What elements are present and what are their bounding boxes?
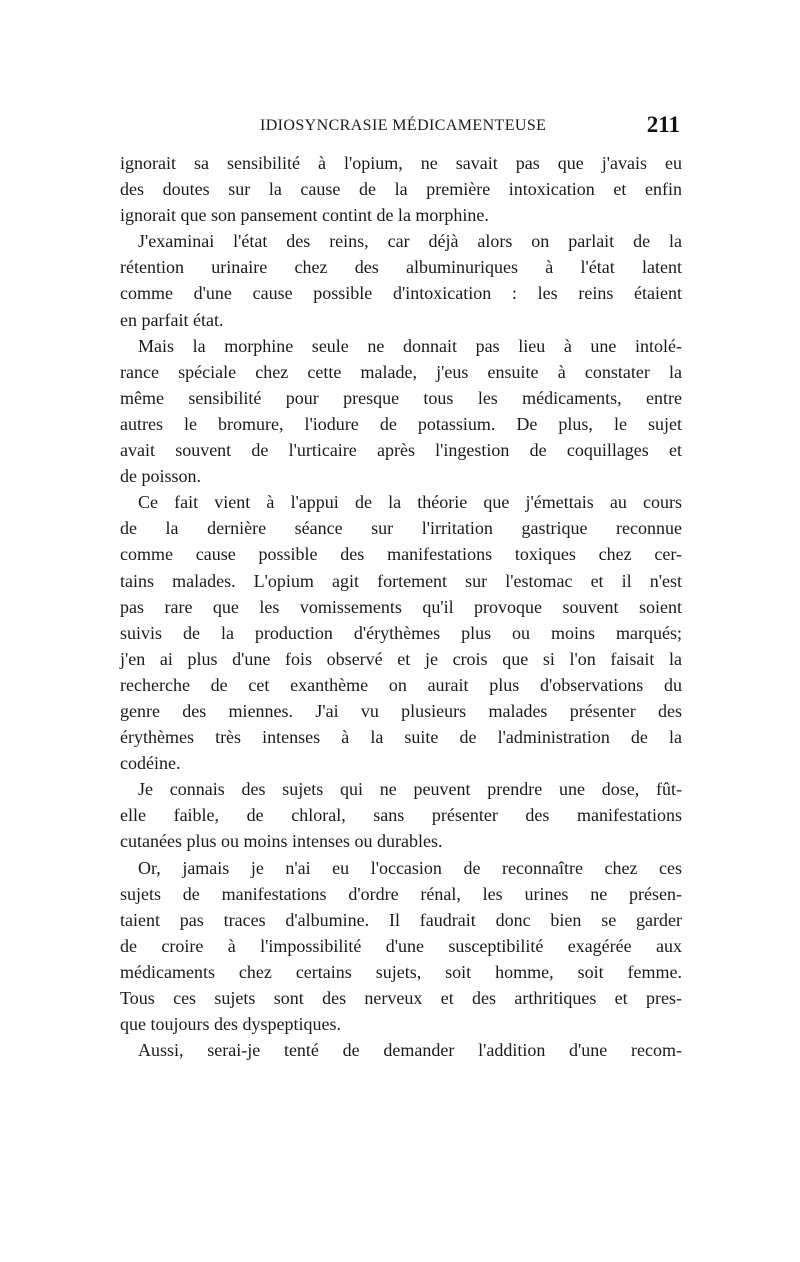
- paragraph: [120, 1037, 682, 1063]
- paragraph: [120, 150, 682, 228]
- text-line: Ce fait vient à l'appui de la théorie que j'émettais au cours: [138, 492, 682, 513]
- text-line: en parfait état.: [120, 309, 224, 330]
- text-line: codéine.: [120, 753, 181, 774]
- running-title: IDIOSYNCRASIE MÉDICAMENTEUSE: [260, 117, 547, 134]
- text-line: avait souvent de l'urticaire après l'ingestion de coquillages et: [120, 440, 682, 461]
- text-line: ignorait que son pansement contint de la morphine.: [120, 205, 489, 226]
- page-number: 211: [646, 112, 680, 137]
- text-line: Mais la morphine seule ne donnait pas lieu à une intolé-: [138, 335, 682, 356]
- text-line: genre des miennes. J'ai vu plusieurs malades présenter des: [120, 700, 682, 721]
- text-line: Aussi, serai-je tenté de demander l'addition d'une recom-: [138, 1040, 682, 1061]
- text-line: sujets de manifestations d'ordre rénal, les urines ne présen-: [120, 883, 682, 904]
- text-line: de croire à l'impossibilité d'une susceptibilité exagérée aux: [120, 935, 682, 956]
- body-text: [120, 150, 682, 1063]
- text-line: comme d'une cause possible d'intoxication : les reins étaient: [120, 283, 682, 304]
- text-line: suivis de la production d'érythèmes plus ou moins marqués;: [120, 622, 682, 643]
- text-line: érythèmes très intenses à la suite de l'administration de la: [120, 727, 682, 748]
- paragraph: [120, 333, 682, 490]
- text-line: tains malades. L'opium agit fortement sur l'estomac et il n'est: [120, 570, 682, 591]
- text-line: J'examinai l'état des reins, car déjà alors on parlait de la: [138, 231, 682, 252]
- text-line: rétention urinaire chez des albuminuriques à l'état latent: [120, 257, 682, 278]
- text-line: elle faible, de chloral, sans présenter des manifestations: [120, 805, 682, 826]
- text-line: rance spéciale chez cette malade, j'eus ensuite à constater la: [120, 361, 682, 382]
- text-line: comme cause possible des manifestations toxiques chez cer-: [120, 544, 682, 565]
- text-line: médicaments chez certains sujets, soit homme, soit femme.: [120, 961, 682, 982]
- running-head: [120, 112, 680, 142]
- text-line: recherche de cet exanthème on aurait plus d'observations du: [120, 674, 682, 695]
- text-line: ignorait sa sensibilité à l'opium, ne savait pas que j'avais eu: [120, 153, 682, 173]
- text-line: Or, jamais je n'ai eu l'occasion de reconnaître chez ces: [138, 857, 682, 878]
- text-line: que toujours des dyspeptiques.: [120, 1014, 341, 1035]
- paragraph: [120, 855, 682, 1038]
- paragraph: [120, 776, 682, 854]
- text-line: taient pas traces d'albumine. Il faudrait donc bien se garder: [120, 909, 682, 930]
- text-line: cutanées plus ou moins intenses ou durables.: [120, 831, 443, 852]
- text-line: de poisson.: [120, 466, 201, 487]
- text-line: j'en ai plus d'une fois observé et je crois que si l'on faisait la: [120, 648, 682, 669]
- text-line: pas rare que les vomissements qu'il provoque souvent soient: [120, 596, 682, 617]
- text-line: Tous ces sujets sont des nerveux et des arthritiques et pres-: [120, 988, 682, 1008]
- paragraph: [120, 228, 682, 332]
- text-line: Je connais des sujets qui ne peuvent prendre une dose, fût-: [138, 779, 682, 800]
- text-line: même sensibilité pour presque tous les médicaments, entre: [120, 387, 682, 408]
- text-line: des doutes sur la cause de la première intoxication et enfin: [120, 179, 682, 200]
- paragraph: [120, 489, 682, 776]
- text-line: autres le bromure, l'iodure de potassium. De plus, le sujet: [120, 413, 682, 434]
- text-line: de la dernière séance sur l'irritation gastrique reconnue: [120, 518, 682, 539]
